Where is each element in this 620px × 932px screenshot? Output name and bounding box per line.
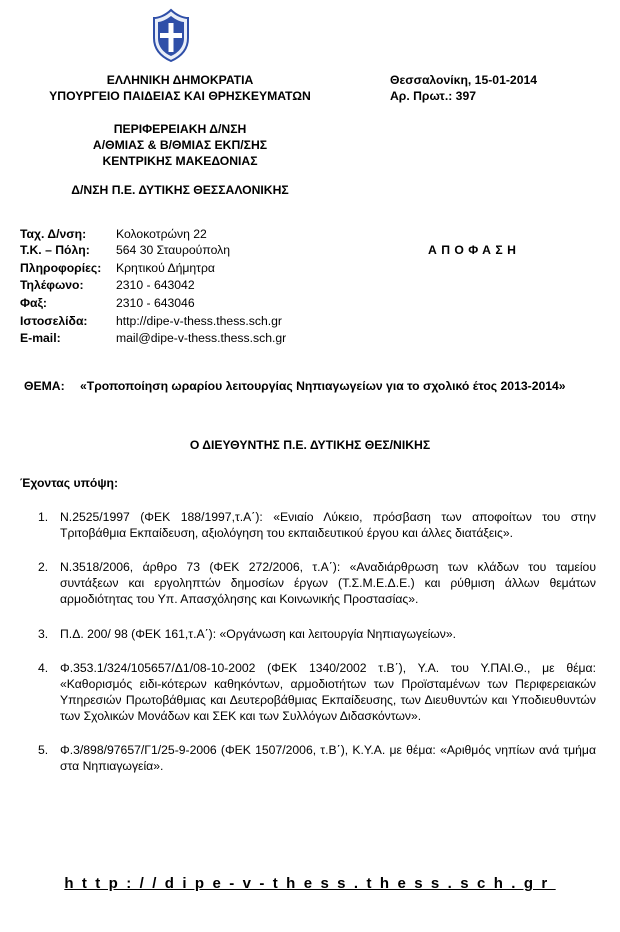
list-item-text: Φ.3/898/97657/Γ1/25-9-2006 (ΦΕΚ 1507/2006, τ.Β΄), Κ.Υ.Α. με θέμα: «Αριθμός νηπίων ανά τμήμα στα Νηπιαγωγεία». [60,743,596,773]
decision-title: Α Π Ο Φ Α Σ Η [428,243,517,257]
subject-line [20,378,616,394]
list-item [20,559,596,607]
contact-value: 2310 - 643046 [116,296,195,310]
list-item-number: 3. [38,627,49,641]
contact-fax [20,295,340,313]
contact-value: Κρητικού Δήμητρα [116,261,215,275]
contact-website [20,313,340,331]
ministry-header [20,72,340,104]
considering-label: Έχοντας υπόψη: [20,476,119,490]
list-item-number: 4. [38,661,49,675]
contact-value: mail@dipe-v-thess.thess.sch.gr [116,331,287,345]
header-line-ministry: ΥΠΟΥΡΓΕΙΟ ΠΑΙΔΕΙΑΣ ΚΑΙ ΘΡΗΣΚΕΥΜΑΤΩΝ [49,89,311,103]
protocol-number: Αρ. Πρωτ.: 397 [390,89,477,103]
header-line-region-2: Α/ΘΜΙΑΣ & Β/ΘΜΙΑΣ ΕΚΠ/ΣΗΣ [92,138,268,152]
list-item-text: Ν.3518/2006, άρθρο 73 (ΦΕΚ 272/2006, τ.Α΄): «Αναδιάρθρωση των κλάδων του ταμείου συντάξεων και εργοληπτών δημοσίων έργων (Τ.Σ.Μ.Ε.Δ.Ε.) και ρύθμιση άλλων θεμάτων αρμοδιότητας του Υπ. Απασχόλησης και Κοινωνικής Προστασίας». [60,560,596,606]
header-line-republic: ΕΛΛΗΝΙΚΗ ΔΗΜΟΚΡΑΤΙΑ [106,73,254,87]
list-item-text: Φ.353.1/324/105657/Δ1/08-10-2002 (ΦΕΚ 1340/2002 τ.Β΄), Υ.Α. του Υ.ΠΑΙ.Θ., με θέμα: «Καθορισμός ειδι-κότερων καθηκόντων, αρμοδιοτήτων των Προϊσταμένων των Περιφερειακών Υπηρεσιών Πρωτοβάθμιας και Δευτεροβάθμιας Εκπαίδευσης, των Διευθυντών και Υποδιευθυντών των Σχολικών Μονάδων και ΣΕΚ και των Συλλόγων Διδασκόντων». [60,661,596,723]
contact-information [20,260,340,278]
contact-label: Τηλέφωνο: [20,278,84,292]
contact-value: 564 30 Σταυρούπολη [116,243,230,257]
contact-value: Κολοκοτρώνη 22 [116,227,207,241]
place-date: Θεσσαλονίκη, 15-01-2014 [390,73,538,87]
legal-basis-list [20,509,596,774]
director-heading: Ο ΔΙΕΥΘΥΝΤΗΣ Π.Ε. ΔΥΤΙΚΗΣ ΘΕΣ/ΝΙΚΗΣ [189,438,431,452]
subject-text: «Τροποποίηση ωραρίου λειτουργίας Νηπιαγωγείων για το σχολικό έτος 2013-2014» [80,379,566,393]
list-item [20,509,596,541]
contact-value: 2310 - 643042 [116,278,195,292]
directorate-name: Δ/ΝΣΗ Π.Ε. ΔΥΤΙΚΗΣ ΘΕΣΣΑΛΟΝΙΚΗΣ [71,183,289,197]
contact-postcode-city [20,242,340,260]
footer-website-url[interactable]: http://dipe-v-thess.thess.sch.gr [64,875,556,892]
contact-phone [20,277,340,295]
list-item-text: Π.Δ. 200/ 98 (ΦΕΚ 161,τ.Α΄): «Οργάνωση και λειτουργία Νηπιαγωγείων». [60,627,457,641]
list-item [20,660,596,724]
regional-directorate-header [20,121,340,169]
contact-email [20,330,340,348]
list-item-text: Ν.2525/1997 (ΦΕΚ 188/1997,τ.Α΄): «Ενιαίο Λύκειο, πρόσβαση των αποφοίτων του στην Τριτοβάθμια Εκπαίδευση, αξιολόγηση του εκπαιδευτικού έργου και άλλες διατάξεις». [60,510,596,540]
header-line-region-1: ΠΕΡΙΦΕΡΕΙΑΚΗ Δ/ΝΣΗ [113,122,247,136]
list-item-number: 5. [38,743,49,757]
contact-label: Ταχ. Δ/νση: [20,227,87,241]
list-item-number: 2. [38,560,49,574]
contact-value: http://dipe-v-thess.thess.sch.gr [116,314,282,328]
contact-label: Πληροφορίες: [20,261,102,275]
greek-coat-of-arms-icon [150,8,192,62]
contact-label: Φαξ: [20,296,47,310]
list-item [20,742,596,774]
subject-label: ΘΕΜΑ: [24,379,65,393]
contact-label: Τ.Κ. – Πόλη: [20,243,90,257]
contact-label: Ιστοσελίδα: [20,314,88,328]
list-item [20,626,596,642]
header-line-region-3: ΚΕΝΤΡΙΚΗΣ ΜΑΚΕΔΟΝΙΑΣ [102,154,258,168]
contact-label: E-mail: [20,331,61,345]
list-item-number: 1. [38,510,49,524]
